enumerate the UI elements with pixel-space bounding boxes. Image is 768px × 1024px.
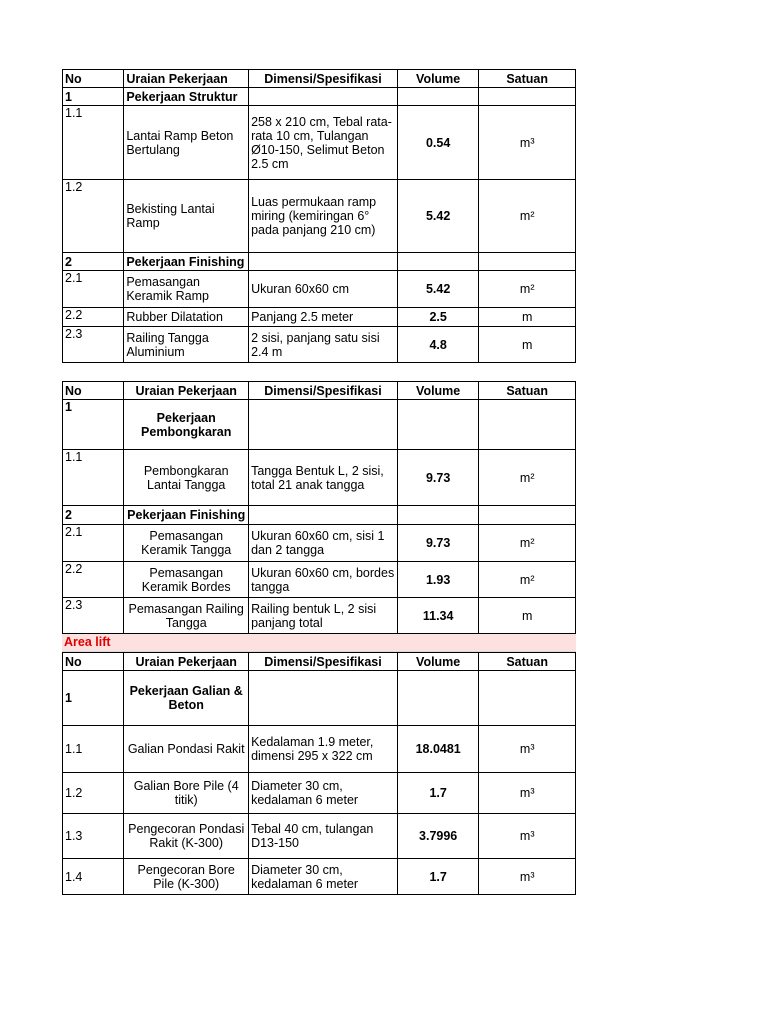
cell-empty[interactable] <box>397 671 478 726</box>
cell-volume[interactable]: 9.73 <box>397 525 478 562</box>
section-row <box>63 400 576 450</box>
cell-satuan[interactable]: m³ <box>479 814 576 859</box>
cell-empty[interactable] <box>397 253 478 271</box>
cell-dimensi[interactable]: Ukuran 60x60 cm, sisi 1 dan 2 tangga <box>249 525 398 562</box>
cell-empty[interactable] <box>479 253 576 271</box>
cell-empty[interactable] <box>249 671 398 726</box>
cell-dimensi[interactable]: 258 x 210 cm, Tebal rata-rata 10 cm, Tulangan Ø10-150, Selimut Beton 2.5 cm <box>249 106 398 180</box>
cell-empty[interactable] <box>479 671 576 726</box>
cell-no[interactable]: 2 <box>63 253 124 271</box>
table-row <box>63 814 576 859</box>
cell-satuan[interactable]: m <box>479 598 576 634</box>
header-dimensi[interactable]: Dimensi/Spesifikasi <box>249 70 398 88</box>
table-ramp <box>62 69 576 363</box>
header-dimensi[interactable]: Dimensi/Spesifikasi <box>249 653 398 671</box>
cell-volume[interactable]: 9.73 <box>397 450 478 506</box>
cell-volume[interactable]: 5.42 <box>397 180 478 253</box>
cell-uraian[interactable]: Lantai Ramp Beton Bertulang <box>124 106 249 180</box>
header-dimensi[interactable]: Dimensi/Spesifikasi <box>249 382 398 400</box>
table-row <box>63 106 576 180</box>
cell-uraian[interactable]: Bekisting Lantai Ramp <box>124 180 249 253</box>
cell-volume[interactable]: 3.7996 <box>397 814 478 859</box>
cell-uraian[interactable]: Pengecoran Bore Pile (K-300) <box>124 859 249 895</box>
section-row <box>63 671 576 726</box>
cell-section-title[interactable]: Pekerjaan Finishing <box>124 506 249 525</box>
cell-dimensi[interactable]: Kedalaman 1.9 meter, dimensi 295 x 322 cm <box>249 726 398 773</box>
cell-section-title[interactable]: Pekerjaan Galian & Beton <box>124 671 249 726</box>
cell-no[interactable]: 2 <box>63 506 124 525</box>
cell-no[interactable]: 1.4 <box>63 859 124 895</box>
table-row <box>63 180 576 253</box>
header-satuan[interactable]: Satuan <box>479 382 576 400</box>
header-no[interactable]: No <box>63 382 124 400</box>
cell-empty[interactable] <box>397 400 478 450</box>
table-row <box>63 308 576 327</box>
cell-no[interactable]: 1.1 <box>63 106 124 180</box>
cell-empty[interactable] <box>479 400 576 450</box>
cell-no[interactable]: 2.2 <box>63 562 124 598</box>
header-uraian[interactable]: Uraian Pekerjaan <box>124 382 249 400</box>
cell-volume[interactable]: 0.54 <box>397 106 478 180</box>
cell-dimensi[interactable]: Railing bentuk L, 2 sisi panjang total <box>249 598 398 634</box>
cell-volume[interactable]: 1.93 <box>397 562 478 598</box>
cell-satuan[interactable]: m³ <box>479 773 576 814</box>
cell-satuan[interactable]: m² <box>479 562 576 598</box>
cell-no[interactable]: 2.3 <box>63 327 124 363</box>
header-row <box>63 653 576 671</box>
cell-no[interactable]: 1.1 <box>63 450 124 506</box>
row-gap <box>62 363 576 381</box>
header-satuan[interactable]: Satuan <box>479 70 576 88</box>
cell-no[interactable]: 2.3 <box>63 598 124 634</box>
header-row <box>63 382 576 400</box>
header-no[interactable]: No <box>63 653 124 671</box>
cell-empty[interactable] <box>479 88 576 106</box>
cell-no[interactable]: 1.2 <box>63 773 124 814</box>
cell-volume[interactable]: 1.7 <box>397 773 478 814</box>
spreadsheet <box>62 69 576 895</box>
table-row <box>63 726 576 773</box>
header-no[interactable]: No <box>63 70 124 88</box>
header-satuan[interactable]: Satuan <box>479 653 576 671</box>
header-uraian[interactable]: Uraian Pekerjaan <box>124 653 249 671</box>
cell-empty[interactable] <box>249 88 398 106</box>
cell-satuan[interactable]: m² <box>479 180 576 253</box>
cell-no[interactable]: 1.1 <box>63 726 124 773</box>
header-volume[interactable]: Volume <box>397 653 478 671</box>
cell-volume[interactable]: 11.34 <box>397 598 478 634</box>
table-row <box>63 598 576 634</box>
cell-satuan[interactable]: m² <box>479 450 576 506</box>
section-row <box>63 88 576 106</box>
cell-no[interactable]: 1 <box>63 671 124 726</box>
area-lift-label[interactable]: Area lift <box>62 634 576 652</box>
cell-dimensi[interactable]: Luas permukaan ramp miring (kemiringan 6° pada panjang 210 cm) <box>249 180 398 253</box>
cell-uraian[interactable]: Railing Tangga Aluminium <box>124 327 249 363</box>
table-tangga <box>62 381 576 634</box>
cell-volume[interactable]: 2.5 <box>397 308 478 327</box>
table-row <box>63 327 576 363</box>
cell-dimensi[interactable]: Diameter 30 cm, kedalaman 6 meter <box>249 773 398 814</box>
cell-dimensi[interactable]: Tebal 40 cm, tulangan D13-150 <box>249 814 398 859</box>
cell-empty[interactable] <box>479 506 576 525</box>
cell-volume[interactable]: 1.7 <box>397 859 478 895</box>
cell-volume[interactable]: 18.0481 <box>397 726 478 773</box>
cell-volume[interactable]: 5.42 <box>397 271 478 308</box>
table-area-lift <box>62 652 576 895</box>
cell-dimensi[interactable]: 2 sisi, panjang satu sisi 2.4 m <box>249 327 398 363</box>
cell-uraian[interactable]: Galian Pondasi Rakit <box>124 726 249 773</box>
table-row <box>63 562 576 598</box>
cell-uraian[interactable]: Pembongkaran Lantai Tangga <box>124 450 249 506</box>
cell-satuan[interactable]: m³ <box>479 726 576 773</box>
cell-uraian[interactable]: Rubber Dilatation <box>124 308 249 327</box>
cell-uraian[interactable]: Pemasangan Railing Tangga <box>124 598 249 634</box>
table-row <box>63 859 576 895</box>
cell-uraian[interactable]: Pemasangan Keramik Tangga <box>124 525 249 562</box>
cell-satuan[interactable]: m² <box>479 271 576 308</box>
header-row <box>63 70 576 88</box>
cell-satuan[interactable]: m³ <box>479 106 576 180</box>
table-row <box>63 450 576 506</box>
cell-uraian[interactable]: Pemasangan Keramik Ramp <box>124 271 249 308</box>
table-row <box>63 271 576 308</box>
cell-empty[interactable] <box>249 253 398 271</box>
cell-dimensi[interactable]: Ukuran 60x60 cm <box>249 271 398 308</box>
cell-no[interactable]: 1 <box>63 400 124 450</box>
cell-section-title[interactable]: Pekerjaan Finishing <box>124 253 249 271</box>
cell-dimensi[interactable]: Panjang 2.5 meter <box>249 308 398 327</box>
cell-empty[interactable] <box>249 506 398 525</box>
cell-dimensi[interactable]: Ukuran 60x60 cm, bordes tangga <box>249 562 398 598</box>
cell-volume[interactable]: 4.8 <box>397 327 478 363</box>
cell-no[interactable]: 2.1 <box>63 271 124 308</box>
cell-uraian[interactable]: Pemasangan Keramik Bordes <box>124 562 249 598</box>
cell-satuan[interactable]: m³ <box>479 859 576 895</box>
table-row <box>63 525 576 562</box>
table-row <box>63 773 576 814</box>
cell-empty[interactable] <box>249 400 398 450</box>
cell-section-title[interactable]: Pekerjaan Struktur <box>124 88 249 106</box>
cell-no[interactable]: 2.2 <box>63 308 124 327</box>
cell-section-title[interactable]: Pekerjaan Pembongkaran <box>124 400 249 450</box>
section-row <box>63 506 576 525</box>
cell-empty[interactable] <box>397 506 478 525</box>
cell-satuan[interactable]: m <box>479 327 576 363</box>
cell-no[interactable]: 1 <box>63 88 124 106</box>
section-row <box>63 253 576 271</box>
cell-empty[interactable] <box>397 88 478 106</box>
cell-satuan[interactable]: m² <box>479 525 576 562</box>
header-volume[interactable]: Volume <box>397 382 478 400</box>
cell-dimensi[interactable]: Tangga Bentuk L, 2 sisi, total 21 anak tangga <box>249 450 398 506</box>
header-volume[interactable]: Volume <box>397 70 478 88</box>
header-uraian[interactable]: Uraian Pekerjaan <box>124 70 249 88</box>
cell-uraian[interactable]: Galian Bore Pile (4 titik) <box>124 773 249 814</box>
cell-no[interactable]: 2.1 <box>63 525 124 562</box>
cell-no[interactable]: 1.3 <box>63 814 124 859</box>
cell-satuan[interactable]: m <box>479 308 576 327</box>
cell-no[interactable]: 1.2 <box>63 180 124 253</box>
cell-dimensi[interactable]: Diameter 30 cm, kedalaman 6 meter <box>249 859 398 895</box>
cell-uraian[interactable]: Pengecoran Pondasi Rakit (K-300) <box>124 814 249 859</box>
